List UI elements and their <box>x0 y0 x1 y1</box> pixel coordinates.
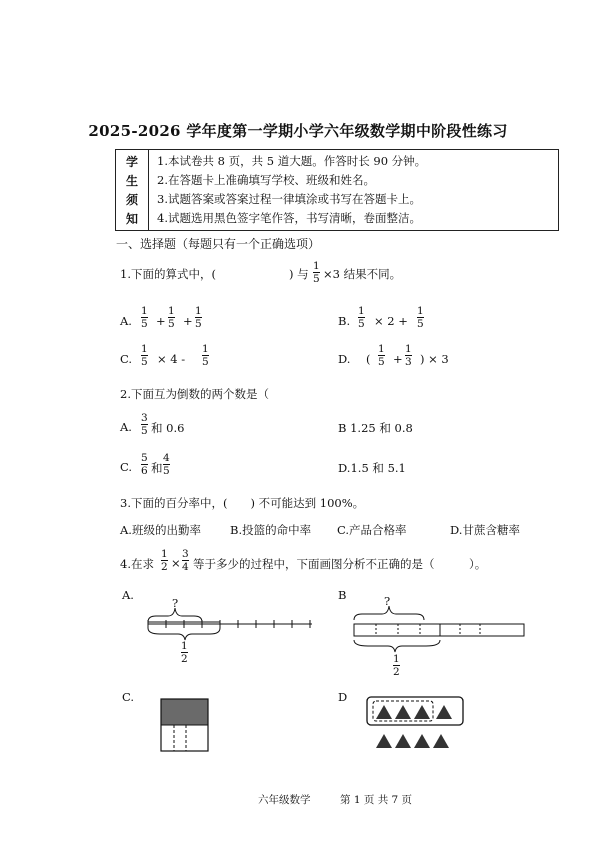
footer-page: 第 1 页 共 7 页 <box>340 794 413 806</box>
q1-stem-end: ×3 结果不同。 <box>323 267 402 281</box>
notice-line: 4.试题选用黑色签字笔作答，书写清晰，卷面整洁。 <box>157 211 421 225</box>
option-text: D.甘蔗含糖率 <box>450 523 520 537</box>
q4-stem-end: 等于多少的过程中，下面画图分析不正确的是（ ）。 <box>193 557 487 571</box>
diagram-label: B <box>338 588 347 602</box>
diagram-a-number-line <box>140 594 320 664</box>
fraction: 1 5 <box>141 305 148 330</box>
option-label: C. <box>120 460 133 474</box>
triangle-shape <box>376 705 392 719</box>
operator: + <box>393 352 403 366</box>
notice-heading-char: 生 <box>125 174 138 188</box>
operator: + <box>183 314 193 328</box>
option-label: C. <box>120 352 133 366</box>
notice-box <box>115 149 559 231</box>
fraction: 1 5 <box>168 305 175 330</box>
fraction: 1 5 <box>141 343 148 368</box>
triangle-shape <box>436 705 452 719</box>
fraction: 1 5 <box>358 305 365 330</box>
notice-heading-char: 知 <box>125 212 138 226</box>
triangle-shape <box>414 705 430 719</box>
diagram-d-triangles <box>366 696 466 752</box>
operator: + <box>156 314 166 328</box>
triangle-shape <box>414 734 430 748</box>
fraction: 4 5 <box>163 452 170 477</box>
notice-line: 1.本试卷共 8 页，共 5 道大题。作答时长 90 分钟。 <box>157 154 427 168</box>
notice-line: 2.在答题卡上准确填写学校、班级和姓名。 <box>157 173 375 187</box>
option-label: A. <box>120 420 132 434</box>
fraction: 3 5 <box>141 412 148 437</box>
fraction: 5 6 <box>141 452 148 477</box>
fraction: 3 4 <box>182 548 189 573</box>
diagram-label: C. <box>122 690 135 704</box>
operator: × 4 - <box>157 352 186 366</box>
option-text: C.产品合格率 <box>337 523 407 537</box>
option-text: 和 0.6 <box>151 421 185 435</box>
question-mark: ? <box>172 596 179 610</box>
diagram-b-bar <box>350 594 530 664</box>
fraction: 1 2 <box>161 548 168 573</box>
triangle-shape <box>395 705 411 719</box>
q2-stem: 2.下面互为倒数的两个数是（ <box>120 387 269 401</box>
option-text: B 1.25 和 0.8 <box>338 421 413 435</box>
triangle-shape <box>433 734 449 748</box>
notice-heading-char: 须 <box>125 193 138 207</box>
notice-line: 3.试题答案或答案过程一律填涂或书写在答题卡上。 <box>157 192 421 206</box>
footer-subject: 六年级数学 <box>258 794 311 806</box>
notice-heading-char: 学 <box>125 155 138 169</box>
fraction: 1 5 <box>378 343 385 368</box>
fraction: 1 5 <box>195 305 202 330</box>
option-text: B.投篮的命中率 <box>230 523 312 537</box>
fraction: 1 2 <box>181 640 188 665</box>
triangle-shape <box>376 734 392 748</box>
triangle-shape <box>395 734 411 748</box>
operator: × <box>171 556 181 570</box>
option-label: D. <box>338 352 351 366</box>
fraction: 1 5 <box>313 260 320 285</box>
q1-stem-start: 1.下面的算式中，( <box>120 267 216 281</box>
option-text: D.1.5 和 5.1 <box>338 461 406 475</box>
paren: ( <box>366 352 371 366</box>
fraction: 1 5 <box>417 305 424 330</box>
q4-stem-start: 4.在求 <box>120 557 154 571</box>
question-mark: ? <box>384 594 391 608</box>
diagram-c-rectangle <box>160 698 210 754</box>
option-text: 和 <box>151 461 163 475</box>
diagram-label: A. <box>122 588 134 602</box>
operator: × 2 + <box>374 314 408 328</box>
page-title: 2025-2026 学年度第一学期小学六年级数学期中阶段性练习 <box>88 122 508 140</box>
fraction: 1 3 <box>405 343 412 368</box>
section-heading: 一、选择题（每题只有一个正确选项） <box>116 237 321 251</box>
option-label: B. <box>338 314 351 328</box>
diagram-label: D <box>338 690 348 704</box>
notice-heading <box>116 150 149 230</box>
option-text: A.班级的出勤率 <box>120 523 201 537</box>
operator: ) × 3 <box>420 352 449 366</box>
fraction: 1 2 <box>393 653 400 678</box>
fraction: 1 5 <box>202 343 209 368</box>
q1-stem-mid: ) 与 <box>289 267 309 281</box>
option-label: A. <box>120 314 132 328</box>
q3-stem: 3.下面的百分率中，( ) 不可能达到 100%。 <box>120 496 365 510</box>
